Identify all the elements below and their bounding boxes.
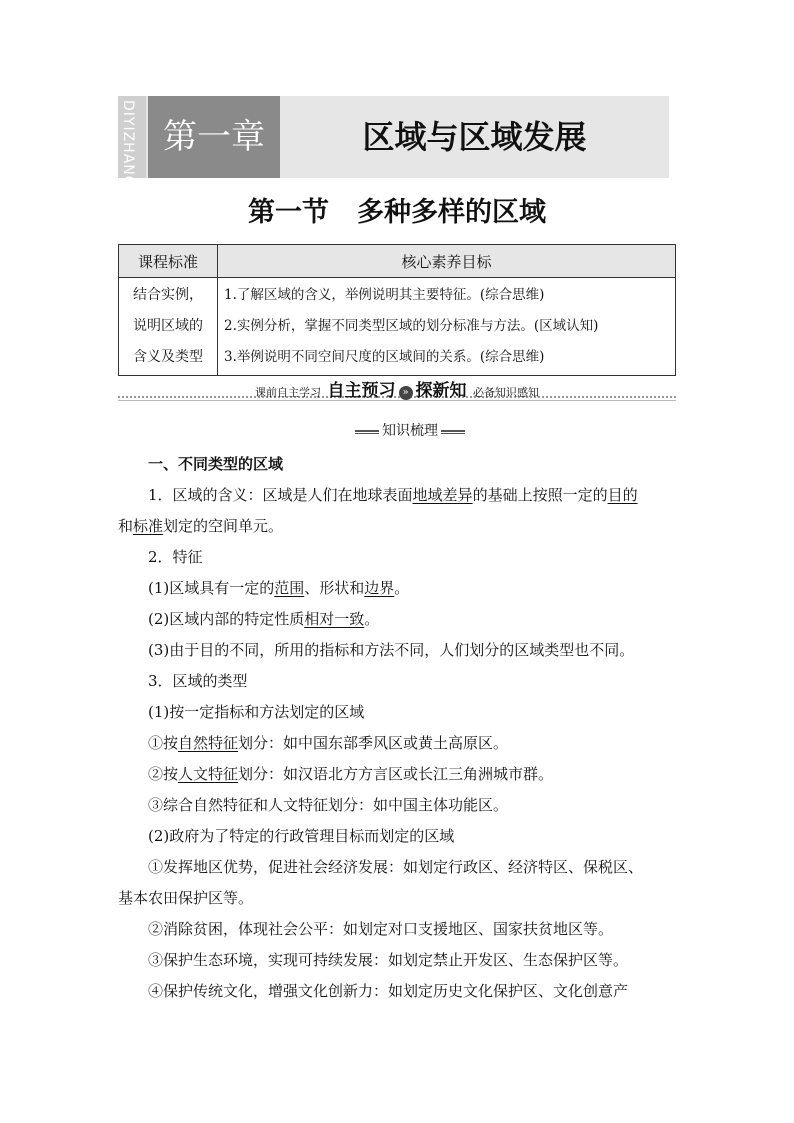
double-arrow-icon: » xyxy=(399,386,413,400)
goals-cell xyxy=(218,278,676,376)
type-1-heading: (1)按一定指标和方法划定的区域 xyxy=(148,703,365,721)
standard-line: 含义及类型 xyxy=(133,349,203,365)
type-2-heading: (2)政府为了特定的行政管理目标而划定的区域 xyxy=(148,827,455,845)
blank-answer: 标准 xyxy=(133,517,164,535)
divider-right-text: 必备知识感知 xyxy=(473,386,539,399)
section-name: 多种多样的区域 xyxy=(357,197,546,228)
heading-features: 2．特征 xyxy=(148,548,203,566)
table-header-row xyxy=(119,245,676,278)
type-2b: ②消除贫困，体现社会公平：如划定对口支援地区、国家扶贫地区等。 xyxy=(148,920,614,938)
goal-item: 1.了解区域的含义，举例说明其主要特征。(综合思维) xyxy=(224,287,545,303)
goal-item: 3.举例说明不同空间尺度的区域间的关系。(综合思维) xyxy=(224,349,545,365)
chapter-banner xyxy=(118,96,669,188)
heading-types: 3．区域的类型 xyxy=(148,672,248,690)
blank-answer: 地域差异 xyxy=(412,486,473,504)
blank-answer: 范围 xyxy=(274,579,305,597)
divider-main-2: 探新知 xyxy=(415,381,467,401)
chapter-title: 区域与区域发展 xyxy=(362,118,587,156)
divider-main-1: 自主预习 xyxy=(327,381,396,401)
knowledge-label: 知识梳理 xyxy=(379,422,441,440)
chapter-label: 第一章 xyxy=(148,96,280,178)
type-2a: ①发挥地区优势，促进社会经济发展：如划定行政区、经济特区、保税区、 基本农田保护区等。 xyxy=(118,858,644,907)
type-1c: ③综合自然特征和人文特征划分：如中国主体功能区。 xyxy=(148,796,509,814)
definition-paragraph: 1．区域的含义：区域是人们在地球表面地域差异的基础上按照一定的目的 和标准划定的空间单元。 xyxy=(118,486,638,535)
standard-line: 结合实例， xyxy=(133,287,203,303)
blank-answer: 自然特征 xyxy=(178,734,239,752)
section-title xyxy=(0,190,794,229)
heading-1: 一、不同类型的区域 xyxy=(148,455,284,473)
type-1a: ①按自然特征划分：如中国东部季风区或黄土高原区。 xyxy=(148,734,509,752)
blank-answer: 目的 xyxy=(607,486,638,504)
chapter-pinyin: DIYIZHANG xyxy=(120,100,136,188)
preview-divider xyxy=(118,376,676,400)
feature-2: (2)区域内部的特定性质相对一致。 xyxy=(148,610,380,628)
table-row xyxy=(119,278,676,376)
blank-answer: 相对一致 xyxy=(304,610,365,628)
standard-line: 说明区域的 xyxy=(133,318,203,334)
feature-1: (1)区域具有一定的范围、形状和边界。 xyxy=(148,579,410,597)
type-2c: ③保护生态环境，实现可持续发展：如划定禁止开发区、生态保护区等。 xyxy=(148,951,629,969)
type-2d: ④保护传统文化，增强文化创新力：如划定历史文化保护区、文化创意产 xyxy=(148,982,629,1000)
knowledge-label-box xyxy=(355,422,465,440)
blank-answer: 人文特征 xyxy=(178,765,239,783)
section-number: 第一节 xyxy=(248,197,329,228)
feature-3: (3)由于目的不同，所用的指标和方法不同，人们划分的区域类型也不同。 xyxy=(148,641,635,659)
curriculum-table xyxy=(118,244,676,376)
standard-cell xyxy=(119,278,218,376)
goal-item: 2.实例分析，掌握不同类型区域的划分标准与方法。(区域认知) xyxy=(224,318,599,334)
table-header-goals: 核心素养目标 xyxy=(218,245,676,278)
table-header-standard: 课程标准 xyxy=(119,245,218,278)
type-1b: ②按人文特征划分：如汉语北方方言区或长江三角洲城市群。 xyxy=(148,765,554,783)
blank-answer: 边界 xyxy=(364,579,395,597)
chapter-side-strip xyxy=(118,96,146,188)
divider-left-text: 课前自主学习 xyxy=(255,386,321,399)
